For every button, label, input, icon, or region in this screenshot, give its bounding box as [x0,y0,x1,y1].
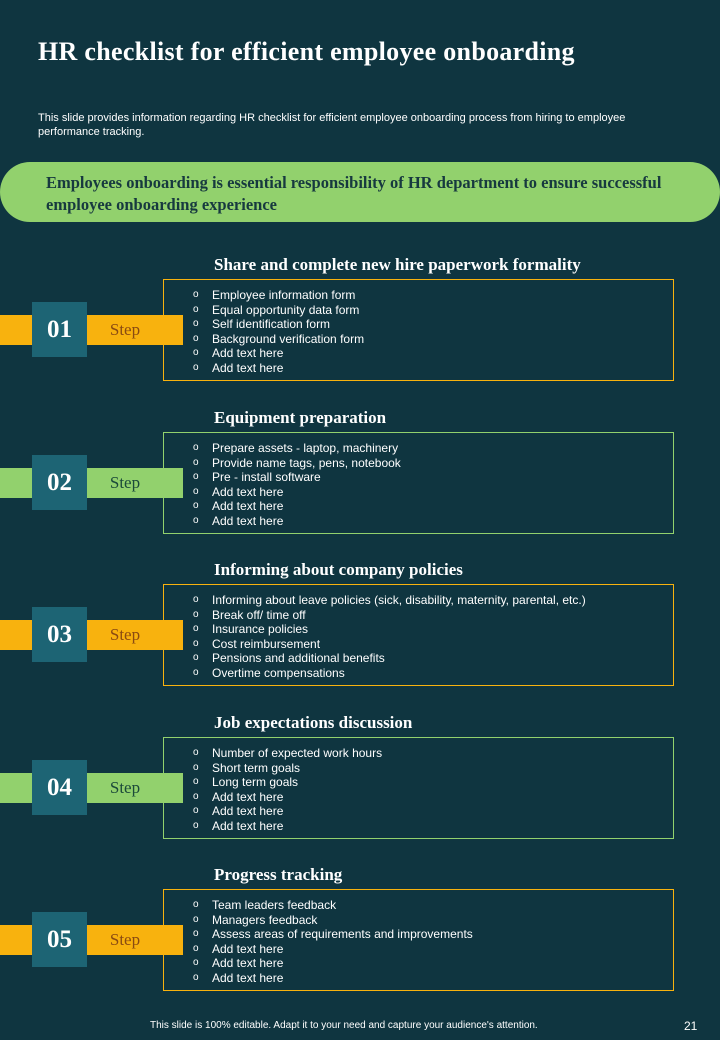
checklist [164,890,673,985]
step-number-badge: 02 [32,455,87,510]
checklist-item-text: Team leaders feedback [212,898,337,912]
checklist-item [193,818,673,834]
bullet-icon: o [193,928,199,939]
bullet-icon: o [193,332,199,344]
bullet-icon: o [193,819,199,831]
checklist-item [193,970,673,986]
footer-note: This slide is 100% editable. Adapt it to your need and capture your audience's attention. [150,1020,538,1031]
checklist-item [193,912,673,928]
bullet-icon: o [193,485,199,497]
bullet-icon: o [193,500,199,511]
checklist-item [193,317,673,332]
checklist-item [193,898,673,913]
bullet-icon: o [193,761,199,773]
checklist-item [193,499,673,514]
checklist-item [193,484,673,500]
checklist-item [193,760,673,776]
step-number-badge: 01 [32,302,87,357]
step-checklist-box [163,432,674,534]
checklist [164,433,673,528]
bullet-icon: o [193,957,199,968]
checklist-item-text: Add text here [212,513,284,528]
bullet-icon: o [193,637,199,649]
checklist-item-text: Add text here [212,499,284,513]
checklist-item-text: Cost reimbursement [212,636,321,651]
checklist-item-text: Assess areas of requirements and improvements [212,927,473,941]
checklist-item [193,302,673,318]
checklist-item-text: Add text here [212,360,284,375]
step-number-badge: 04 [32,760,87,815]
checklist-item [193,607,673,623]
bullet-icon: o [193,318,199,329]
checklist-item [193,789,673,805]
page-number: 21 [684,1019,698,1033]
checklist-item [193,927,673,942]
bullet-icon: o [193,361,199,373]
step-number-badge: 05 [32,912,87,967]
bullet-icon: o [193,289,199,300]
checklist-item [193,665,673,681]
checklist-item-text: Background verification form [212,331,365,346]
checklist-item [193,513,673,529]
step-label: Step [109,625,141,644]
bullet-icon: o [193,776,199,787]
checklist-item [193,651,673,666]
slide-title: HR checklist for efficient employee onboarding [38,37,575,66]
checklist-item-text: Pensions and additional benefits [212,651,385,665]
checklist-item [193,455,673,471]
checklist-item-text: Add text here [212,804,284,818]
checklist [164,585,673,680]
checklist-item-text: Pre - install software [212,470,321,484]
step-checklist-box [163,279,674,381]
checklist-item-text: Add text here [212,956,284,970]
checklist-item [193,636,673,652]
step-heading: Progress tracking [214,865,343,884]
bullet-icon: o [193,790,199,802]
checklist-item-text: Prepare assets - laptop, machinery [212,441,399,455]
checklist-item [193,941,673,957]
checklist-item-text: Add text here [212,818,284,833]
checklist-item-text: Self identification form [212,317,331,331]
bullet-icon: o [193,471,199,482]
bullet-icon: o [193,303,199,315]
checklist-item [193,331,673,347]
slide-subtitle: This slide provides information regarding HR checklist for efficient employee onboarding process from hiring to employee performance tracking. [38,112,626,138]
bullet-icon: o [193,608,199,620]
checklist-item-text: Employee information form [212,288,356,302]
checklist [164,738,673,833]
checklist-item [193,775,673,790]
bullet-icon: o [193,456,199,468]
step-label: Step [109,778,141,797]
step-label: Step [109,930,141,949]
step-checklist-box [163,737,674,839]
checklist-item-text: Managers feedback [212,912,318,927]
checklist-item [193,441,673,456]
step-checklist-box [163,584,674,686]
step-heading: Share and complete new hire paperwork formality [214,255,581,274]
checklist-item [193,593,673,608]
checklist-item-text: Break off/ time off [212,607,306,622]
checklist-item-text: Number of expected work hours [212,746,383,760]
step-heading: Equipment preparation [214,408,387,427]
bullet-icon: o [193,652,199,663]
checklist-item-text: Add text here [212,789,284,804]
bullet-icon: o [193,971,199,983]
checklist-item [193,346,673,361]
bullet-icon: o [193,942,199,954]
checklist-item [193,622,673,637]
checklist-item-text: Add text here [212,970,284,985]
checklist-item [193,746,673,761]
checklist-item-text: Short term goals [212,760,301,775]
checklist-item-text: Add text here [212,484,284,499]
checklist-item [193,470,673,485]
checklist-item [193,956,673,971]
checklist-item-text: Provide name tags, pens, notebook [212,455,401,470]
bullet-icon: o [193,347,199,358]
checklist-item [193,288,673,303]
checklist-item-text: Add text here [212,346,284,360]
checklist-item-text: Overtime compensations [212,665,345,680]
checklist-item-text: Informing about leave policies (sick, disability, maternity, parental, etc.) [212,593,586,607]
bullet-icon: o [193,442,199,453]
checklist-item-text: Insurance policies [212,622,309,636]
checklist-item-text: Equal opportunity data form [212,302,360,317]
checklist-item [193,360,673,376]
checklist-item [193,804,673,819]
step-checklist-box [163,889,674,991]
step-label: Step [109,320,141,339]
bullet-icon: o [193,805,199,816]
step-number-badge: 03 [32,607,87,662]
bullet-icon: o [193,623,199,634]
checklist-item-text: Add text here [212,941,284,956]
bullet-icon: o [193,747,199,758]
checklist [164,280,673,375]
step-heading: Informing about company policies [214,560,463,579]
bullet-icon: o [193,913,199,925]
bullet-icon: o [193,594,199,605]
key-message-banner: Employees onboarding is essential responsibility of HR department to ensure successful employee onboarding experience [0,162,720,222]
bullet-icon: o [193,899,199,910]
checklist-item-text: Long term goals [212,775,299,789]
bullet-icon: o [193,514,199,526]
bullet-icon: o [193,666,199,678]
step-heading: Job expectations discussion [214,713,413,732]
step-label: Step [109,473,141,492]
